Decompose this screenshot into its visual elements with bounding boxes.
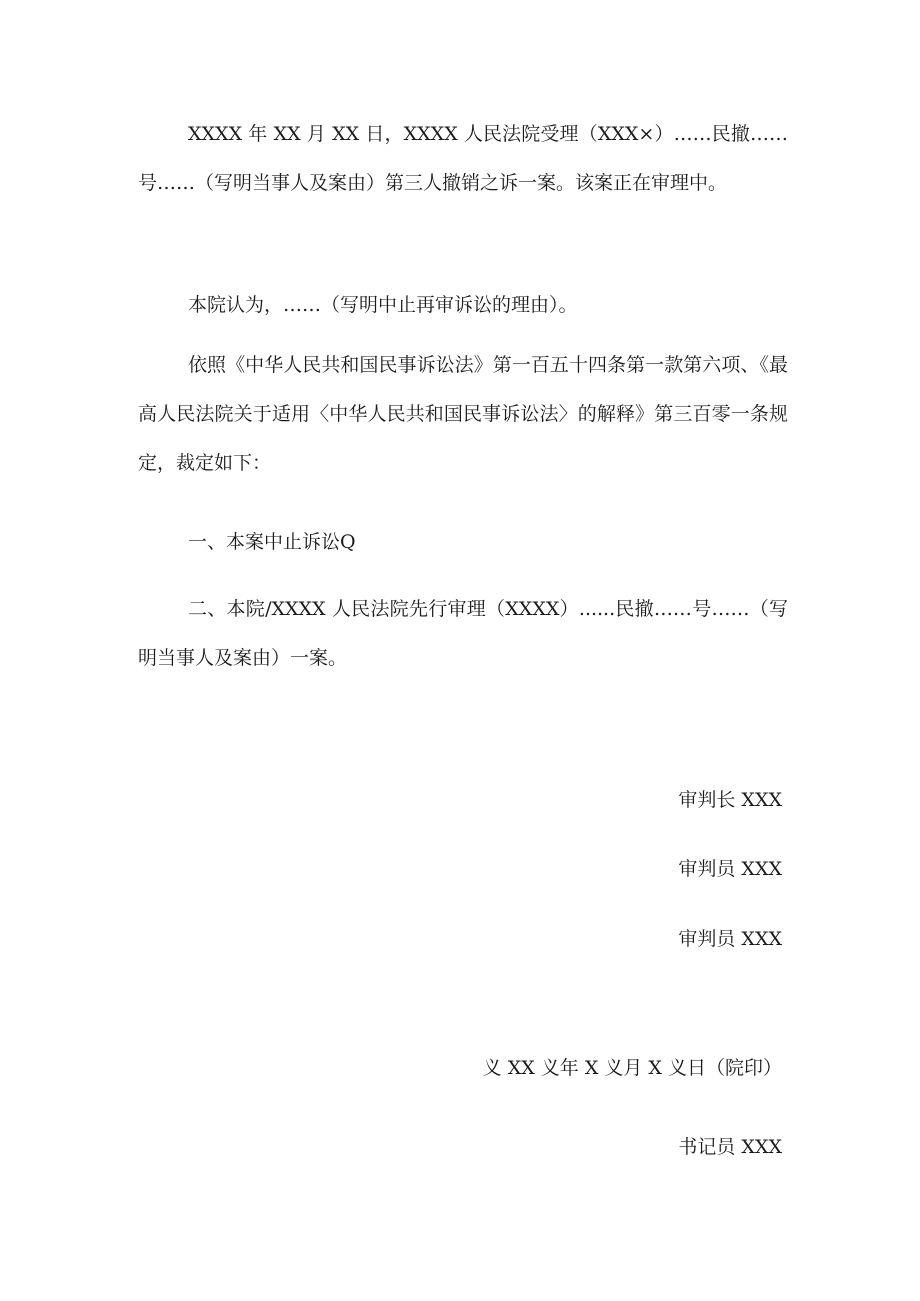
date-seal-line: 义 XX 义年 X 义月 X 义日（院印）: [482, 1057, 782, 1079]
legal-basis-paragraph: 依照《中华人民共和国民事诉讼法》第一百五十四条第一款第六项、《最高人民法院关于适用〈中华人民共和国民事诉讼法〉的解释》第三百零一条规定，裁定如下：: [138, 354, 788, 474]
ruling-item-1: 一、本案中止诉讼Q: [188, 531, 356, 553]
presiding-judge-signature: 审判长 XXX: [678, 789, 782, 811]
clerk-signature: 书记员 XXX: [678, 1136, 782, 1158]
ruling-item-2: 二、本院/XXXX 人民法院先行审理（XXXX）......民撤……号……（写明当事人及案由）一案。: [138, 598, 788, 669]
case-intro-paragraph: XXXX 年 XX 月 XX 日，XXXX 人民法院受理（XXX×）……民撤……号……（写明当事人及案由）第三人撤销之诉一案。该案正在审理中。: [138, 123, 788, 194]
judge-signature-1: 审判员 XXX: [678, 858, 782, 880]
court-opinion-paragraph: 本院认为，……（写明中止再审诉讼的理由）。: [188, 294, 578, 316]
judge-signature-2: 审判员 XXX: [678, 928, 782, 950]
